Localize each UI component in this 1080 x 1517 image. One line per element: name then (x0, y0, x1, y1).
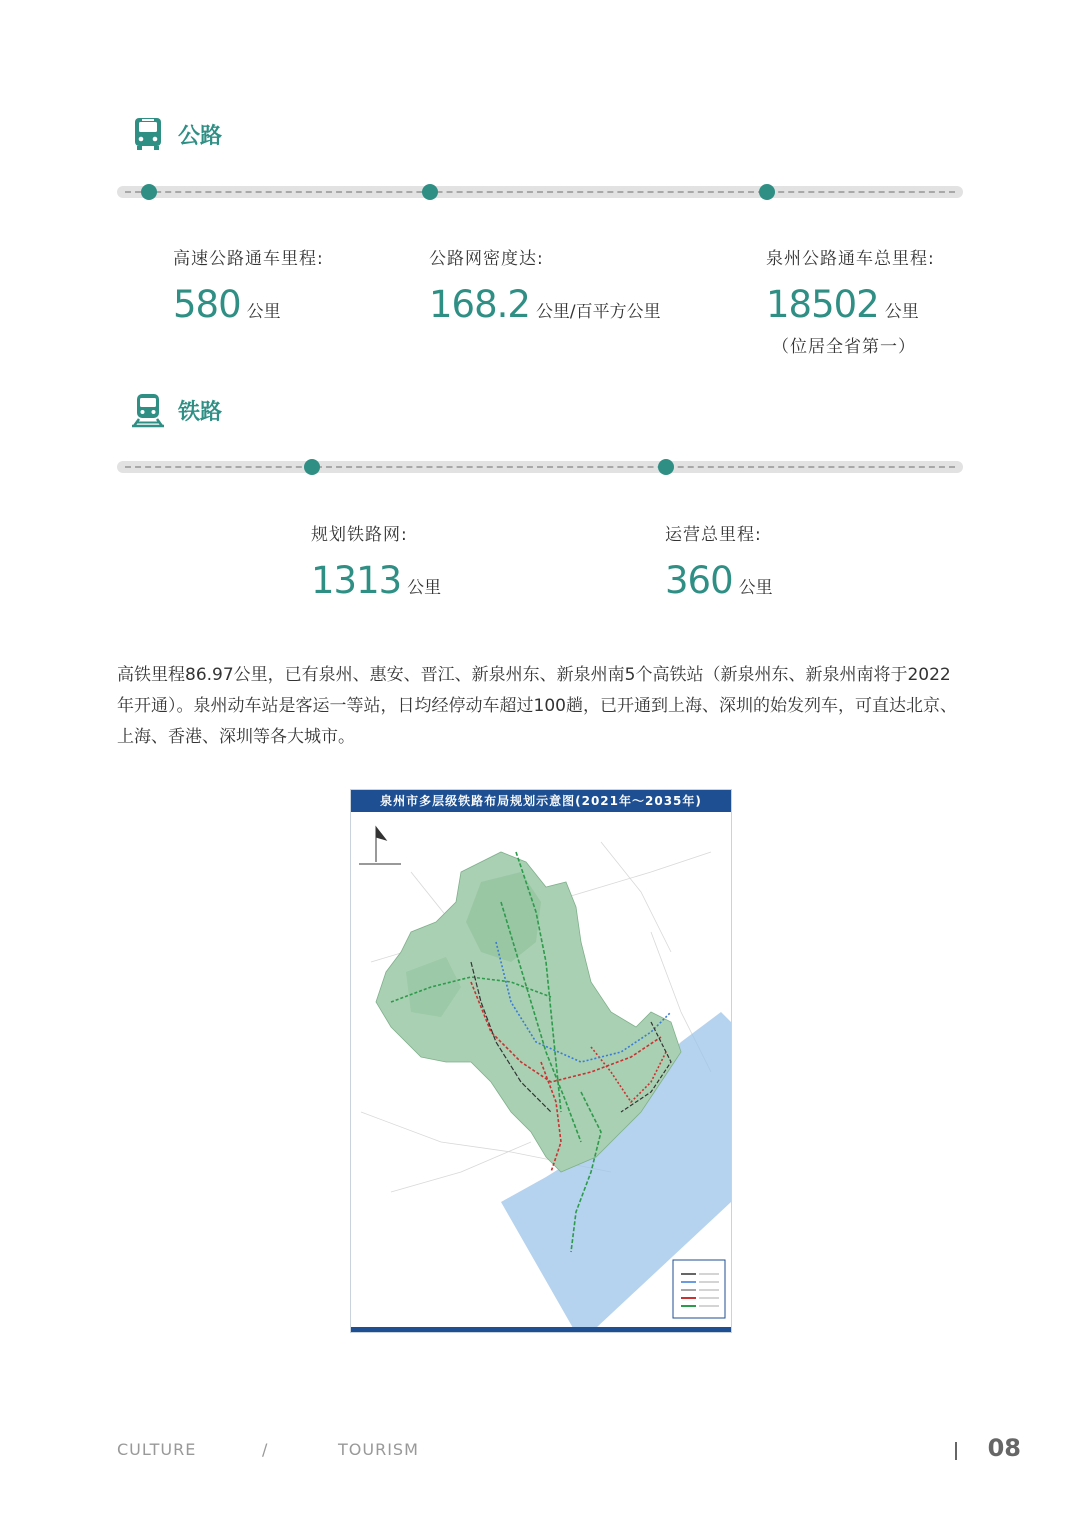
train-icon (130, 392, 166, 428)
stat-value: 360 (665, 559, 733, 602)
stat-value: 1313 (311, 559, 402, 602)
page-number: 08 (987, 1434, 1021, 1462)
stat-road-density (429, 244, 661, 326)
stat-label: 公路网密度达: (429, 249, 544, 269)
timeline-dot (759, 184, 775, 200)
stat-total-road-mileage (766, 244, 935, 357)
footer-culture: CULTURE (117, 1440, 197, 1459)
stat-unit: 公里 (246, 302, 281, 322)
stat-value: 18502 (766, 283, 879, 326)
highway-title: 公路 (178, 123, 223, 149)
map-illustration (351, 812, 731, 1327)
railway-section-header (130, 392, 222, 428)
timeline-dot (141, 184, 157, 200)
footer-separator: / (262, 1440, 269, 1459)
stat-unit: 公里 (407, 578, 442, 598)
stat-operating-mileage (665, 520, 773, 602)
railway-title: 铁路 (178, 399, 223, 425)
map-title: 泉州市多层级铁路布局规划示意图(2021年～2035年) (351, 790, 731, 812)
stat-unit: 公里 (884, 302, 919, 322)
railway-timeline (117, 461, 963, 473)
stat-value: 580 (173, 283, 241, 326)
timeline-dot (658, 459, 674, 475)
highway-timeline (117, 186, 963, 198)
body-paragraph: 高铁里程86.97公里，已有泉州、惠安、晋江、新泉州东、新泉州南5个高铁站（新泉州东、新泉州南将于2022年开通）。泉州动车站是客运一等站，日均经停动车超过100趟，已开通到上海、深圳的始发列车，可直达北京、上海、香港、深圳等各大城市。 (117, 665, 957, 747)
highway-section-header (130, 116, 222, 152)
railway-plan-map (350, 789, 732, 1333)
footer-tourism: TOURISM (338, 1440, 419, 1459)
bus-icon (130, 116, 166, 152)
stat-unit: 公里/百平方公里 (535, 302, 661, 322)
stat-label: 规划铁路网: (311, 525, 408, 545)
stat-label: 运营总里程: (665, 525, 762, 545)
north-arrow-icon (359, 827, 401, 864)
stat-label: 高速公路通车里程: (173, 249, 324, 269)
stat-planned-rail-network (311, 520, 441, 602)
stat-note: （位居全省第一） (772, 337, 916, 357)
timeline-dot (304, 459, 320, 475)
footer-divider (955, 1442, 957, 1460)
stat-label: 泉州公路通车总里程: (766, 249, 935, 269)
map-legend (673, 1260, 725, 1318)
timeline-dot (422, 184, 438, 200)
stat-value: 168.2 (429, 283, 530, 326)
stat-unit: 公里 (738, 578, 773, 598)
stat-expressway-mileage (173, 244, 324, 326)
